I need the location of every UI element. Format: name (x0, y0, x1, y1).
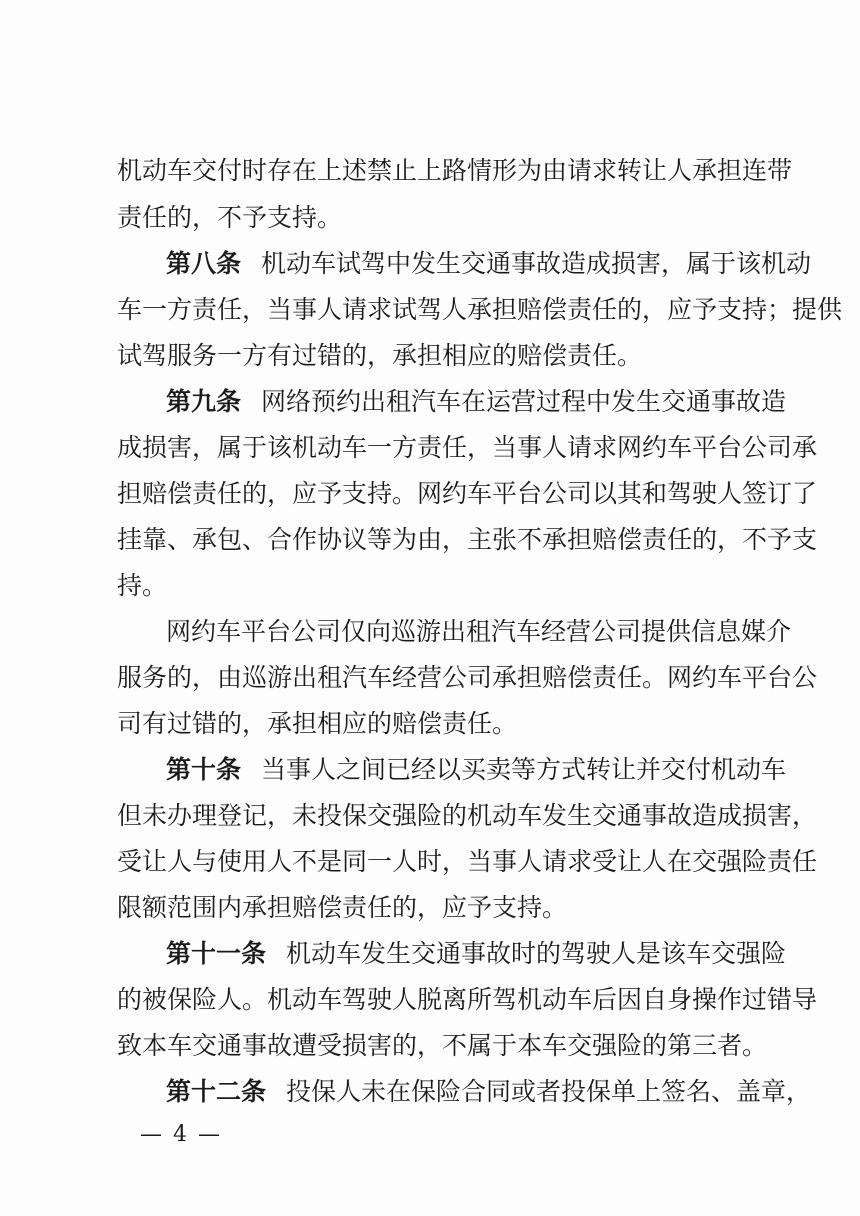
article-8-first-line (166, 247, 812, 281)
paragraph-line: 司有过错的，承担相应的赔偿责任。 (117, 709, 518, 738)
paragraph-line: 车一方责任，当事人请求试驾人承担赔偿责任的，应予支持；提供 (117, 295, 843, 324)
article-10-first-line (166, 753, 787, 787)
page-number: — 4 — (140, 1122, 222, 1147)
paragraph-line: 的被保险人。机动车驾驶人脱离所驾机动车后因自身操作过错导 (117, 985, 818, 1014)
article-label: 第十条 (166, 755, 242, 784)
paragraph-line: 担赔偿责任的，应予支持。网约车平台公司以其和驾驶人签订了 (117, 479, 818, 508)
article-text: 网络预约出租汽车在运营过程中发生交通事故造 (261, 387, 787, 416)
article-label: 第九条 (166, 387, 242, 416)
article-label: 第十一条 (166, 939, 267, 968)
article-label: 第八条 (166, 249, 242, 278)
article-11-first-line (166, 937, 787, 971)
article-12-first-line (166, 1075, 812, 1109)
paragraph-line: 持。 (117, 571, 168, 600)
paragraph-line: 责任的，不予支持。 (117, 203, 343, 232)
paragraph-line: 服务的，由巡游出租汽车经营公司承担赔偿责任。网约车平台公 (117, 663, 818, 692)
paragraph-line: 网约车平台公司仅向巡游出租汽车经营公司提供信息媒介 (166, 617, 792, 646)
paragraph-line: 但未办理登记，未投保交强险的机动车发生交通事故造成损害， (117, 801, 818, 830)
article-text: 投保人未在保险合同或者投保单上签名、盖章， (286, 1077, 812, 1106)
paragraph-line: 成损害，属于该机动车一方责任，当事人请求网约车平台公司承 (117, 433, 818, 462)
paragraph-line: 挂靠、承包、合作协议等为由，主张不承担赔偿责任的，不予支 (117, 525, 818, 554)
paragraph-line: 机动车交付时存在上述禁止上路情形为由请求转让人承担连带 (117, 156, 793, 185)
article-text: 当事人之间已经以买卖等方式转让并交付机动车 (261, 755, 787, 784)
paragraph-line: 限额范围内承担赔偿责任的，应予支持。 (117, 893, 568, 922)
article-text: 机动车试驾中发生交通事故造成损害，属于该机动 (261, 249, 812, 278)
article-9-first-line (166, 385, 787, 419)
paragraph-line: 受让人与使用人不是同一人时，当事人请求受让人在交强险责任 (117, 847, 818, 876)
article-label: 第十二条 (166, 1077, 267, 1106)
paragraph-line: 致本车交通事故遭受损害的，不属于本车交强险的第三者。 (117, 1031, 768, 1060)
article-text: 机动车发生交通事故时的驾驶人是该车交强险 (286, 939, 787, 968)
paragraph-line: 试驾服务一方有过错的，承担相应的赔偿责任。 (117, 341, 643, 370)
